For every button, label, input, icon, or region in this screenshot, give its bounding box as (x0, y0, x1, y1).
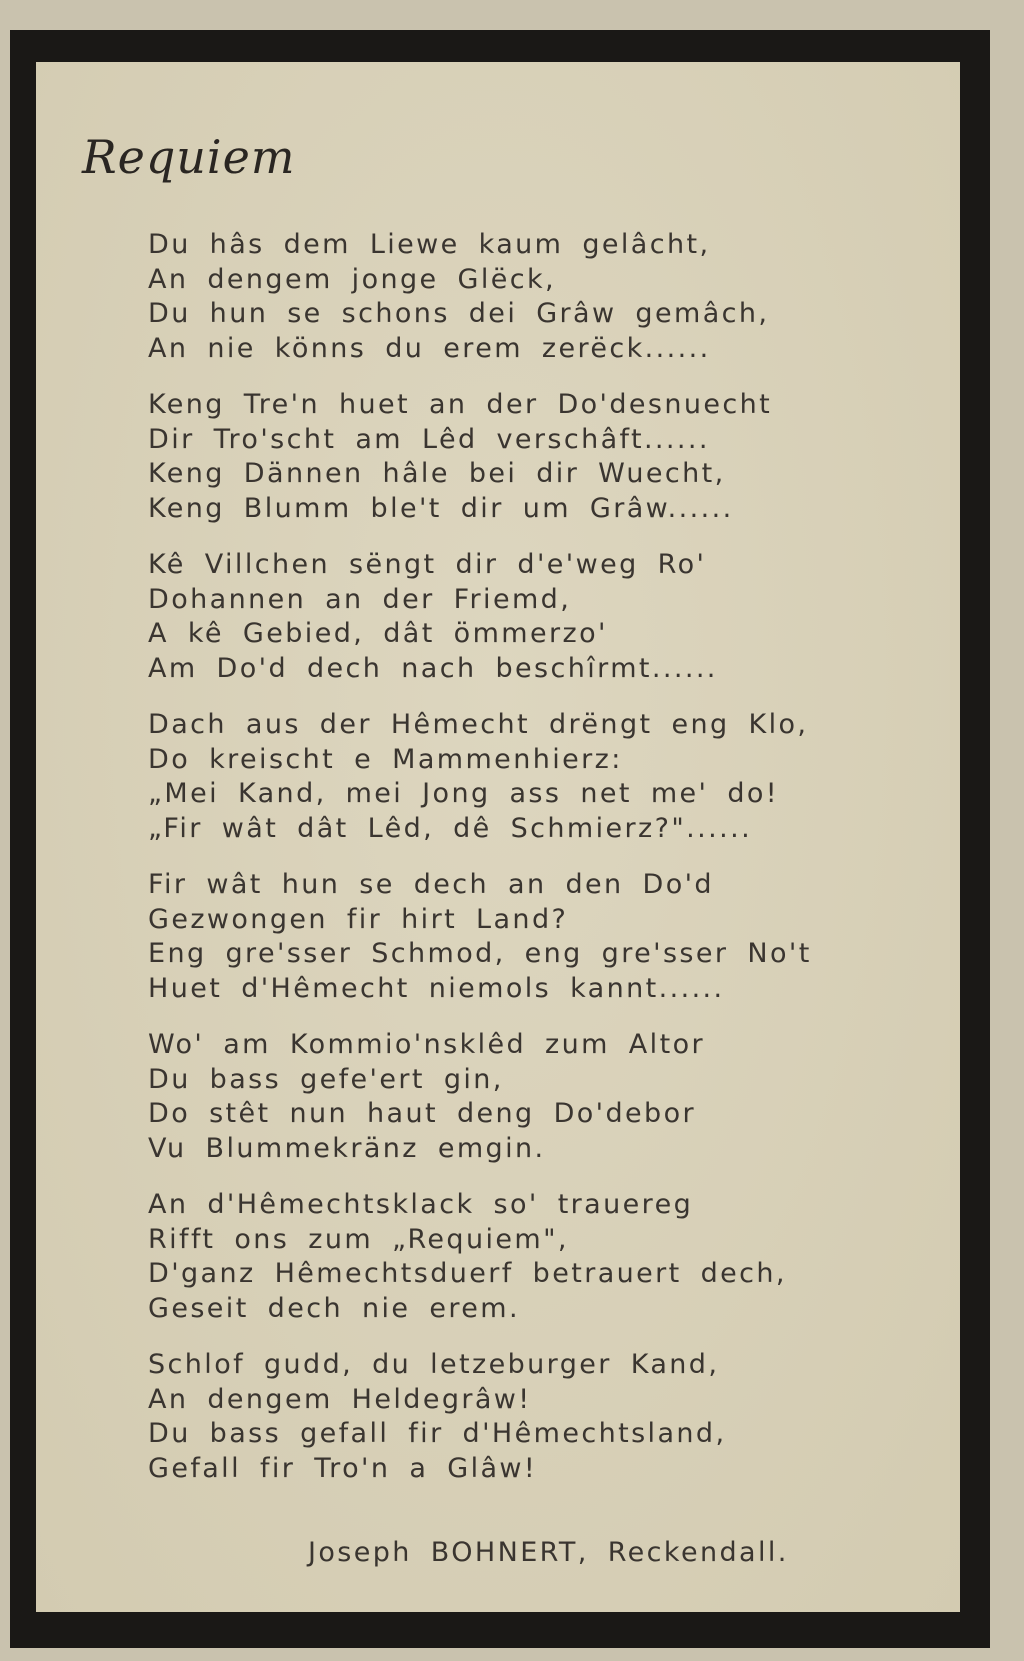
poem-line: An dengem Heldegrâw! (148, 1383, 532, 1415)
poem-title: Requiem (82, 130, 296, 184)
poem-line: Schlof gudd, du letzeburger Kand, (148, 1349, 720, 1380)
poem-body (148, 228, 868, 1508)
poem-line: Vu Blummekränz emgin. (148, 1132, 546, 1164)
poem-line: Keng Blumm ble't dir um Grâw...... (148, 492, 734, 524)
stanza (148, 708, 868, 846)
poem-line: Du hâs dem Liewe kaum gelâcht, (148, 229, 711, 260)
poem-line: Wo' am Kommio'nsklêd zum Altor (148, 1029, 705, 1060)
poem-line: An dengem jonge Glëck, (148, 263, 557, 295)
poem-line: Kê Villchen sëngt dir d'e'weg Ro' (148, 549, 707, 580)
poem-line: „Fir wât dât Lêd, dê Schmierz?"...... (148, 812, 753, 844)
poem-line: An d'Hêmechtsklack so' trauereg (148, 1189, 694, 1220)
stanza (148, 1348, 868, 1486)
stanza (148, 548, 868, 686)
poem-line: „Mei Kand, mei Jong ass net me' do! (148, 778, 780, 809)
poem-line: Eng gre'sser Schmod, eng gre'sser No't (148, 938, 812, 969)
poem-line: Keng Dännen hâle bei dir Wuecht, (148, 458, 726, 489)
stanza (148, 1188, 868, 1326)
poem-line: Du bass gefe'ert gin, (148, 1063, 504, 1095)
poem-line: D'ganz Hêmechtsduerf betrauert dech, (148, 1258, 787, 1289)
poem-line: Huet d'Hêmecht niemols kannt...... (148, 972, 725, 1004)
poem-line: Dir Tro'scht am Lêd verschâft...... (148, 423, 710, 455)
poem-line: Do stêt nun haut deng Do'debor (148, 1098, 697, 1129)
poem-line: Du bass gefall fir d'Hêmechtsland, (148, 1418, 727, 1449)
poem-line: Du hun se schons dei Grâw gemâch, (148, 298, 770, 329)
poem-line: A kê Gebied, dât ömmerzo' (148, 618, 608, 649)
poem-line: Geseit dech nie erem. (148, 1292, 520, 1324)
poem-line: An nie könns du erem zerëck...... (148, 332, 711, 364)
poem-line: Gezwongen fir hirt Land? (148, 903, 569, 935)
poem-line: Am Do'd dech nach beschîrmt...... (148, 652, 718, 684)
poem-line: Dohannen an der Friemd, (148, 583, 572, 615)
stanza (148, 388, 868, 526)
stanza (148, 228, 868, 366)
stanza (148, 868, 868, 1006)
poem-line: Dach aus der Hêmecht drëngt eng Klo, (148, 709, 809, 740)
poem-line: Do kreischt e Mammenhierz: (148, 743, 623, 775)
poem-line: Keng Tre'n huet an der Do'desnuecht (148, 389, 773, 420)
stanza (148, 1028, 868, 1166)
author-signature: Joseph BOHNERT, Reckendall. (308, 1537, 789, 1568)
poem-line: Rifft ons zum „Requiem", (148, 1223, 569, 1255)
poem-line: Gefall fir Tro'n a Glâw! (148, 1452, 538, 1484)
poem-line: Fir wât hun se dech an den Do'd (148, 869, 714, 900)
